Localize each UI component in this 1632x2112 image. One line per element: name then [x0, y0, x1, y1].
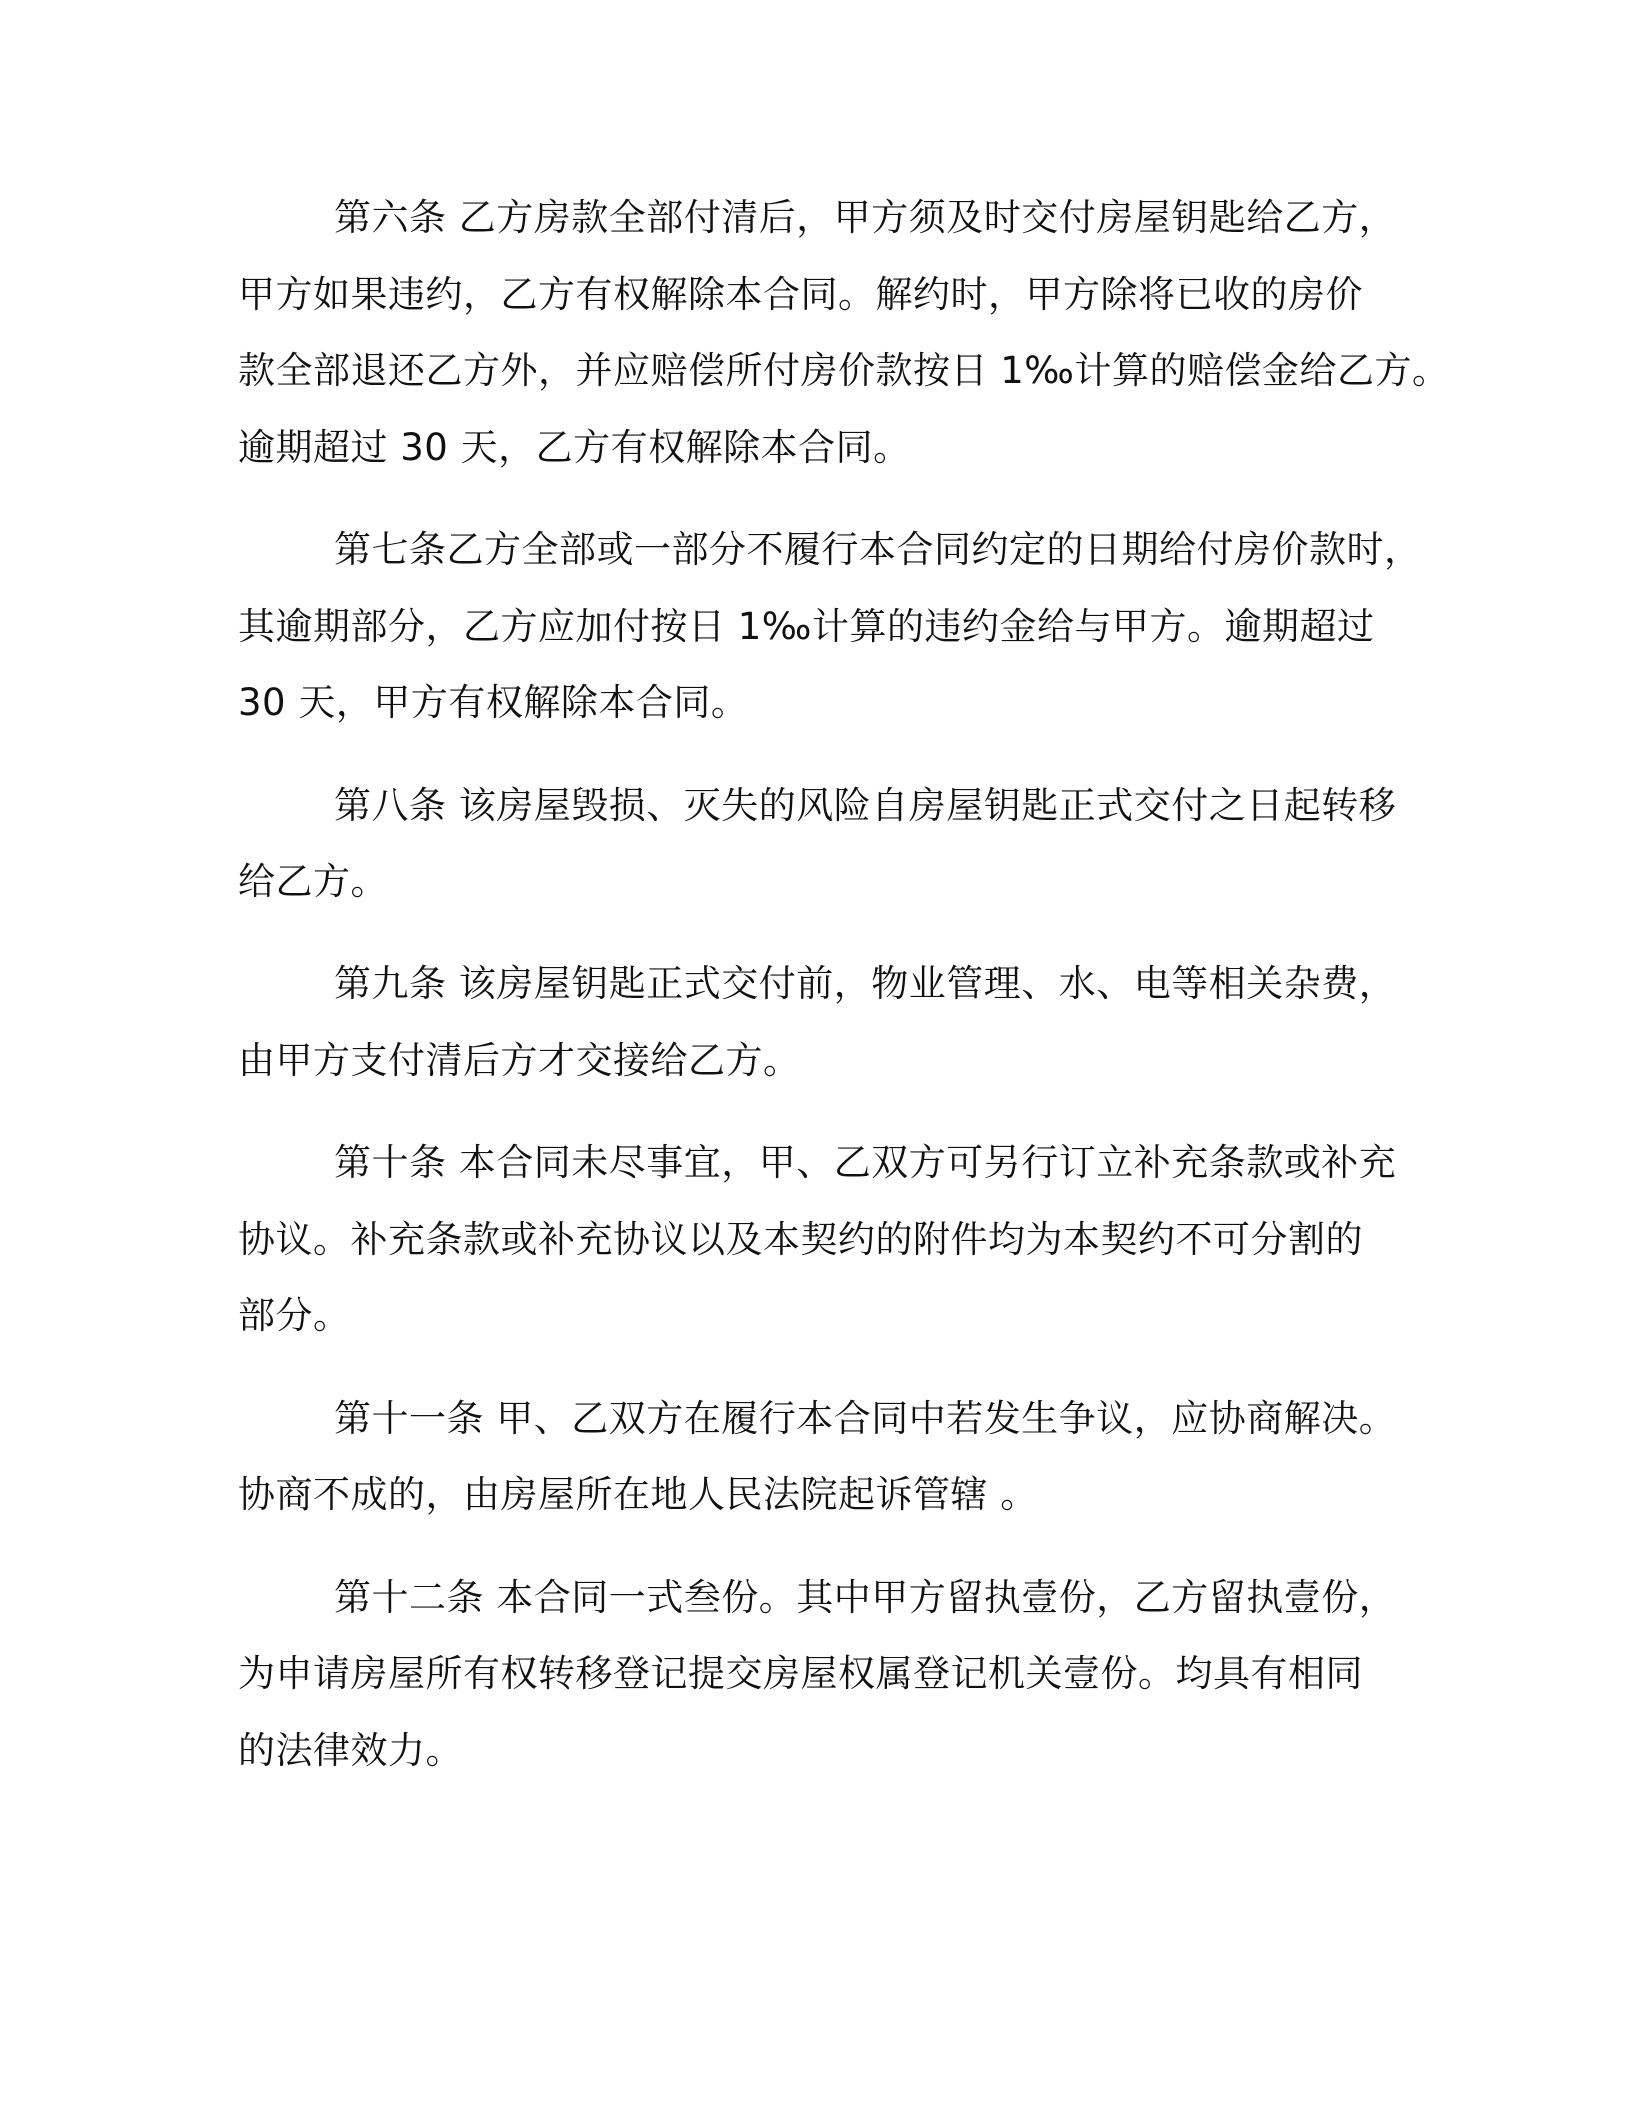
article-9-line-2: 由甲方支付清后方才交接给乙方。 — [238, 1039, 801, 1082]
article-6-line-4: 逾期超过 30 天，乙方有权解除本合同。 — [238, 426, 911, 469]
article-6-line-3: 款全部退还乙方外，并应赔偿所付房价款按日 1‰计算的赔偿金给乙方。 — [238, 349, 1450, 392]
article-8-line-2: 给乙方。 — [238, 860, 388, 903]
article-11-line-1: 第十一条 甲、乙双方在履行本合同中若发生争议，应协商解决。 — [334, 1397, 1397, 1440]
article-10-line-1: 第十条 本合同未尽事宜，甲、乙双方可另行订立补充条款或补充 — [334, 1141, 1397, 1184]
article-12-line-1: 第十二条 本合同一式叁份。其中甲方留执壹份，乙方留执壹份， — [334, 1576, 1397, 1619]
article-6-line-2: 甲方如果违约，乙方有权解除本合同。解约时，甲方除将已收的房价 — [238, 273, 1363, 316]
article-12-line-3: 的法律效力。 — [238, 1729, 463, 1772]
article-12-line-2: 为申请房屋所有权转移登记提交房屋权属登记机关壹份。均具有相同 — [238, 1652, 1363, 1695]
article-7-line-3: 30 天，甲方有权解除本合同。 — [238, 681, 749, 724]
article-11-line-2: 协商不成的，由房屋所在地人民法院起诉管辖 。 — [238, 1473, 1038, 1516]
article-7-line-1: 第七条乙方全部或一部分不履行本合同约定的日期给付房价款时， — [334, 528, 1422, 571]
article-6-line-1: 第六条 乙方房款全部付清后，甲方须及时交付房屋钥匙给乙方， — [334, 196, 1397, 239]
article-10-line-2: 协议。补充条款或补充协议以及本契约的附件均为本契约不可分割的 — [238, 1218, 1363, 1261]
article-7-line-2: 其逾期部分，乙方应加付按日 1‰计算的违约金给与甲方。逾期超过 — [238, 605, 1375, 648]
article-9-line-1: 第九条 该房屋钥匙正式交付前，物业管理、水、电等相关杂费， — [334, 962, 1397, 1005]
article-8-line-1: 第八条 该房屋毁损、灭失的风险自房屋钥匙正式交付之日起转移 — [334, 784, 1397, 827]
article-10-line-3: 部分。 — [238, 1294, 351, 1337]
